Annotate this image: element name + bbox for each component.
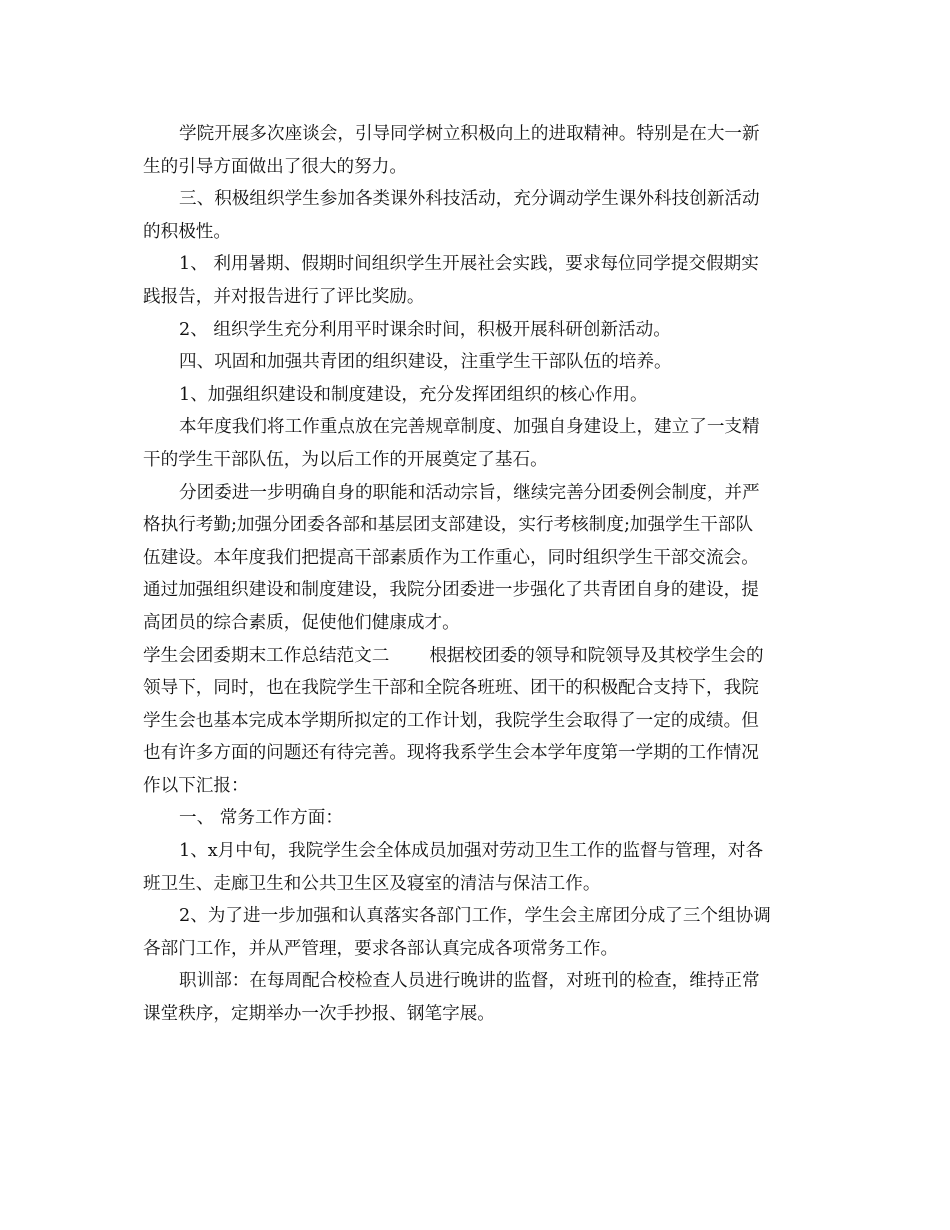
paragraph-line: 学生会也基本完成本学期所拟定的工作计划，我院学生会取得了一定的成绩。但	[143, 710, 759, 731]
document-body	[143, 118, 808, 1031]
paragraph-line: 分团委进一步明确自身的职能和活动宗旨，继续完善分团委例会制度，并严	[179, 482, 760, 503]
paragraph-text: 根据校团委的领导和院领导及其校学生会的	[429, 645, 764, 666]
article-title-line	[143, 640, 808, 673]
paragraph-line: 干的学生干部队伍，为以后工作的开展奠定了基石。	[143, 449, 548, 470]
paragraph-line: 各部门工作，并从严管理，要求各部认真完成各项常务工作。	[143, 938, 619, 959]
paragraph-line: 格执行考勤;加强分团委各部和基层团支部建设，实行考核制度;加强学生干部队	[143, 515, 754, 536]
paragraph-line: 高团员的综合素质，促使他们健康成才。	[143, 612, 460, 633]
paragraph-line: 班卫生、走廊卫生和公共卫生区及寝室的清洁与保洁工作。	[143, 873, 601, 894]
paragraph-line: 领导下，同时，也在我院学生干部和全院各班班、团干的积极配合支持下，我院	[143, 678, 759, 699]
paragraph-line: 学院开展多次座谈会，引导同学树立积极向上的进取精神。特别是在大一新	[179, 124, 760, 144]
section-heading-line: 一、 常务工作方面：	[179, 808, 343, 829]
paragraph-line: 也有许多方面的问题还有待完善。现将我系学生会本学年度第一学期的工作情况	[143, 743, 759, 764]
paragraph-line: 生的引导方面做出了很大的努力。	[143, 156, 407, 177]
paragraph-line: 职训部：在每周配合校检查人员进行晚讲的监督，对班刊的检查，维持正常	[179, 971, 760, 992]
paragraph-line: 本年度我们将工作重点放在完善规章制度、加强自身建设上，建立了一支精	[179, 417, 760, 438]
list-item-line: 1、x月中旬，我院学生会全体成员加强对劳动卫生工作的监督与管理，对各	[179, 841, 764, 862]
section-heading-line: 三、积极组织学生参加各类课外科技活动，充分调动学生课外科技创新活动	[179, 189, 760, 210]
paragraph-line: 的积极性。	[143, 221, 231, 242]
list-item-line: 2、 组织学生充分利用平时课余时间，积极开展科研创新活动。	[179, 319, 671, 340]
list-item-line: 1、加强组织建设和制度建设，充分发挥团组织的核心作用。	[179, 384, 648, 405]
paragraph-line: 伍建设。本年度我们把提高干部素质作为工作重心，同时组织学生干部交流会。	[143, 547, 759, 568]
list-item-line: 2、为了进一步加强和认真落实各部门工作，学生会主席团分成了三个组协调	[179, 906, 771, 927]
paragraph-line: 践报告，并对报告进行了评比奖励。	[143, 286, 425, 307]
article-title: 学生会团委期末工作总结范文二	[143, 645, 390, 666]
paragraph-line: 通过加强组织建设和制度建设，我院分团委进一步强化了共青团自身的建设，提	[143, 580, 759, 601]
section-heading-line: 四、巩固和加强共青团的组织建设，注重学生干部队伍的培养。	[179, 352, 672, 373]
paragraph-line: 作以下汇报：	[143, 775, 249, 796]
list-item-line: 1、 利用暑期、假期时间组织学生开展社会实践，要求每位同学提交假期实	[179, 254, 759, 275]
paragraph-line: 课堂秩序，定期举办一次手抄报、钢笔字展。	[143, 1004, 495, 1025]
